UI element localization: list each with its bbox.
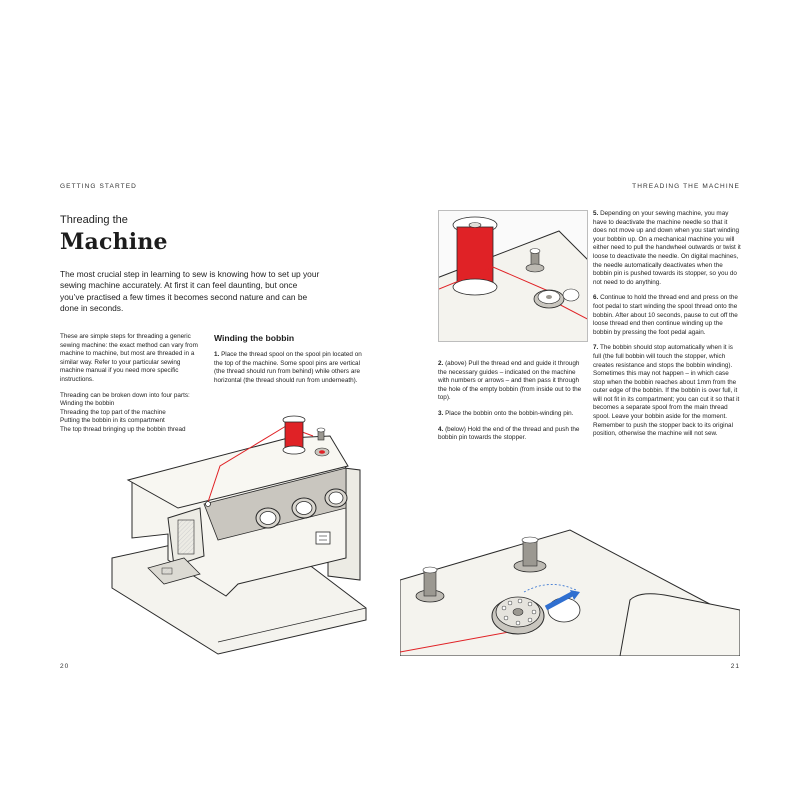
right-steps <box>593 210 741 446</box>
step-number: 2. <box>438 360 444 367</box>
parts-list-item: Winding the bobbin <box>60 400 115 408</box>
intro-paragraph: The most crucial step in learning to sew is knowing how to set up your sewing machine accurately. At first it can feel daunting, but once you’ve practised a few times it becomes second nature and can be done in seconds. <box>60 269 320 314</box>
parts-list-item: Threading the top part of the machine <box>60 408 166 416</box>
title-line-1: Threading the <box>60 214 128 226</box>
step-4 <box>438 426 586 443</box>
running-header-right: THREADING THE MACHINE <box>632 183 740 190</box>
parts-list-item: The top thread bringing up the bobbin thread <box>60 425 186 433</box>
page-number-left: 20 <box>60 663 70 670</box>
step-number: 7. <box>593 344 599 352</box>
parts-list-item: Putting the bobbin in its compartment <box>60 417 165 425</box>
step-text: (above) Pull the thread end and guide it through the necessary guides – indicated on the machine with numbers or arrows – and then pass it through the hole of the empty bobbin (from inside out to the top). <box>438 360 582 402</box>
step-7 <box>593 344 741 439</box>
sewing-machine-illustration <box>108 408 370 656</box>
step-text: Place the thread spool on the spool pin located on the top of the machine. Some spool pins are vertical (the thread should run from behind) while others are horizontal (the thread should run from underneath). <box>214 351 362 384</box>
step-5 <box>593 210 741 287</box>
left-para-1: These are simple steps for threading a generic sewing machine: the exact method can vary from machine to machine, but most are threaded in a similar way. Refer to your particular sewing machine manual if you need more specific instructions. <box>60 333 198 383</box>
bobbin-threading-illustration <box>438 210 588 342</box>
step-2 <box>438 360 586 403</box>
step-text: Place the bobbin onto the bobbin-winding pin. <box>445 409 574 417</box>
middle-steps <box>438 360 586 450</box>
page-title: Machine <box>60 229 168 255</box>
left-para-2: Threading can be broken down into four parts: <box>60 391 190 399</box>
step-number: 5. <box>593 210 599 217</box>
step-number: 6. <box>593 294 599 302</box>
running-header-left: GETTING STARTED <box>60 183 137 190</box>
winding-heading: Winding the bobbin <box>214 333 295 343</box>
step-text: (below) Hold the end of the thread and push the bobbin pin towards the stopper. <box>438 425 580 442</box>
step-number: 3. <box>438 409 444 417</box>
step-text: Continue to hold the thread end and press on the foot pedal to start winding the spool thread onto the bobbin. After about 10 seconds, pause to cut off the loose thread end then continue winding up the bobbin by pressing the foot pedal again. <box>593 294 738 336</box>
step-3 <box>438 410 586 419</box>
step-text: Depending on your sewing machine, you may have to deactivate the machine needle so that it does not move up and down when you start winding your bobbin up. On a mechanical machine you will either need to pull the handwheel outwards or twist it loose to deactivate the needle. On digital machines, the needle automatically deactivates when the bobbin pin is pushed towards its stopper, so you do not need to do anything. <box>593 210 741 286</box>
step-number: 4. <box>438 425 444 433</box>
page-number-right: 21 <box>730 663 740 670</box>
step-number: 1. <box>214 351 220 358</box>
step-6 <box>593 294 741 337</box>
bobbin-winder-illustration <box>400 520 740 656</box>
step-text: The bobbin should stop automatically when it is full (the full bobbin will touch the stopper, which creates resistance and stops the bobbin winding). Sometimes this may not happen – in which case stop when the bobbin reaches about 1mm from the outer edge of the bobbin. If the bobbin is over full, it will not fit in its compartment; you can cut it so that it becomes a separate spool from the main thread spool. Leave your bobbin aside for the moment. Remember to push the stopper back to its original position, otherwise the machine will not sew. <box>593 344 740 438</box>
step-1 <box>214 351 364 385</box>
